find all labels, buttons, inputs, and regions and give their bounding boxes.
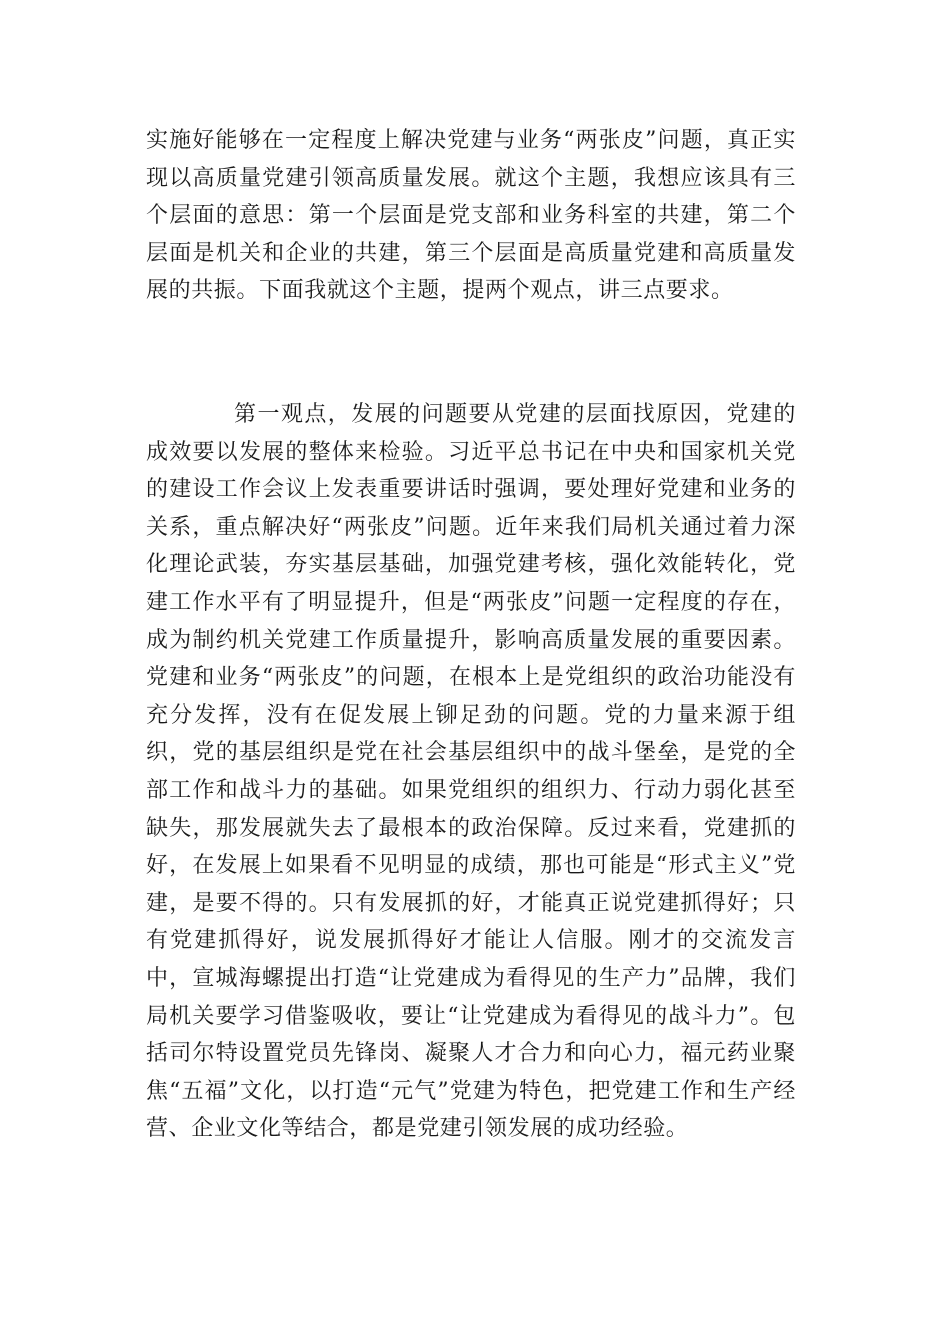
body-paragraph-2: 第一观点，发展的问题要从党建的层面找原因，党建的成效要以发展的整体来检验。习近平总书记在中央和国家机关党的建设工作会议上发表重要讲话时强调，要处理好党建和业务的关系，重点解决好“两张皮”问题。近年来我们局机关通过着力深化理论武装，夯实基层基础，加强党建考核，强化效能转化，党建工作水平有了明显提升，但是“两张皮”问题一定程度的存在，成为制约机关党建工作质量提升，影响高质量发展的重要因素。党建和业务“两张皮”的问题，在根本上是党组织的政治功能没有充分发挥，没有在促发展上铆足劲的问题。党的力量来源于组织，党的基层组织是党在社会基层组织中的战斗堡垒，是党的全部工作和战斗力的基础。如果党组织的组织力、行动力弱化甚至缺失，那发展就失去了最根本的政治保障。反过来看，党建抓的好，在发展上如果看不见明显的成绩，那也可能是“形式主义”党建，是要不得的。只有发展抓的好，才能真正说党建抓得好；只有党建抓得好，说发展抓得好才能让人信服。刚才的交流发言中，宣城海螺提出打造“让党建成为看得见的生产力”品牌，我们局机关要学习借鉴吸收，要让“让党建成为看得见的战斗力”。包括司尔特设置党员先锋岗、凝聚人才合力和向心力，福元药业聚焦“五福”文化，以打造“元气”党建为特色，把党建工作和生产经营、企业文化等结合，都是党建引领发展的成功经验。	[146, 402, 796, 1142]
body-paragraph-1: 实施好能够在一定程度上解决党建与业务“两张皮”问题，真正实现以高质量党建引领高质量发展。就这个主题，我想应该具有三个层面的意思：第一个层面是党支部和业务科室的共建，第二个层面是机关和企业的共建，第三个层面是高质量党建和高质量发展的共振。下面我就这个主题，提两个观点，讲三点要求。	[146, 128, 796, 304]
